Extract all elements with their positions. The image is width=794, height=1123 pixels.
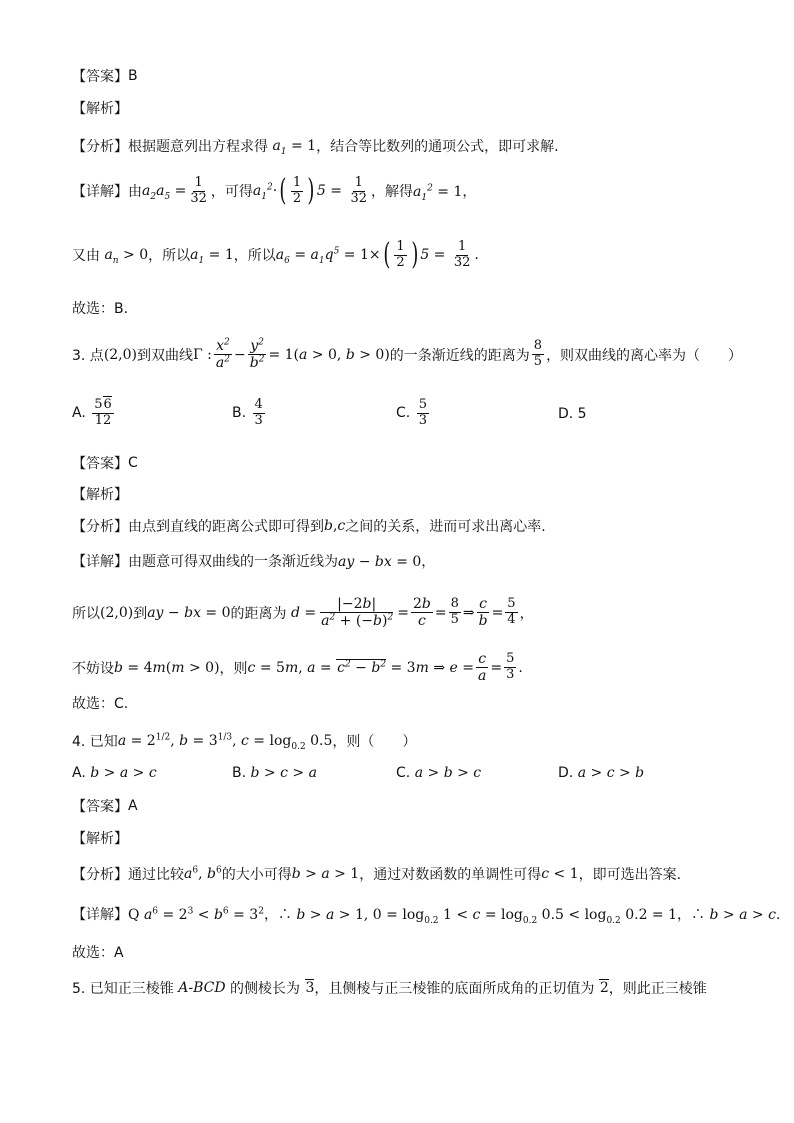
- q2-fenxi-text: 根据题意列出方程求得: [128, 139, 268, 155]
- fenxi-label: 【分析】: [72, 867, 128, 883]
- q4-choice-text: 故选：A: [72, 945, 124, 961]
- q3-option-b: [232, 398, 267, 429]
- q3-fenxi-vars: b,c: [324, 518, 346, 534]
- fraction: $\frac{2b}{c}$: [412, 596, 431, 630]
- q4-stem: [72, 731, 416, 751]
- fraction: $\frac{1}{2}$: [396, 239, 405, 270]
- q2-analysis-label: [72, 98, 128, 118]
- answer-label: 【答案】: [72, 799, 128, 815]
- q4-option-c-label: C.: [396, 765, 411, 781]
- q4-fenxi-line: [72, 864, 681, 884]
- fraction: $\frac{c}{a}$: [478, 651, 487, 685]
- q2-detail-text-a: 由: [128, 184, 142, 201]
- q4-option-a-label: A.: [72, 765, 86, 781]
- q2-detail-line1: 【详解】 由 $a_2a_5$ = $\frac{1}{32}$ ，可得 $a_1^2\cdot$ ( $\frac{1}{2}$ ) 5 = $\frac{1}{32}$ ，解得 $a_1^2 = 1$，: [72, 173, 477, 209]
- q5-stem-text-d: ，则此正三棱锥: [608, 981, 707, 997]
- q3-answer-value: C: [128, 455, 138, 471]
- q2-fenxi-formula: $a_1 = 1$: [268, 138, 317, 157]
- q3-option-c: [396, 398, 431, 429]
- q4-stem-text-b: ，则（ ）: [332, 734, 417, 750]
- q3-detail3-text-a: 不妨设: [72, 660, 114, 677]
- q3-stem-text-d: ，则双曲线的离心率为（ ）: [546, 347, 743, 364]
- q4-option-c: [396, 765, 481, 781]
- q3-let: b = 4m(m > 0): [114, 659, 220, 676]
- q3-condition: = 1(a > 0, b > 0): [268, 346, 390, 363]
- q3-point2: (2,0): [100, 604, 134, 621]
- q2-fenxi-tail: ，结合等比数列的通项公式，即可求解.: [316, 139, 559, 155]
- fenxi-label: 【分析】: [72, 519, 128, 535]
- q4-answer-line: [72, 796, 138, 816]
- q3-fenxi-line: [72, 516, 546, 536]
- q4-option-d: [558, 765, 644, 781]
- q3-detail2-text-c: 的距离为: [230, 605, 287, 622]
- q5-stem-text-a: 5. 已知正三棱锥: [72, 981, 174, 997]
- q2-detail2-text-b: ，所以: [148, 248, 191, 265]
- q3-stem-text-c: 的一条渐近线的距离为: [389, 347, 530, 364]
- q3-option-b-label: B.: [232, 405, 247, 422]
- q2-detail-text-b: ，可得: [210, 184, 253, 201]
- q4-fenxi-powers: $a^6$, $b^6$: [184, 865, 222, 882]
- q4-option-b-label: B.: [232, 765, 247, 781]
- q2-answer-line: [72, 66, 138, 86]
- analysis-label: 【解析】: [72, 487, 128, 503]
- q3-d: d =: [286, 604, 317, 621]
- q3-detail2-text-b: 到: [133, 605, 148, 622]
- q2-formula-f: $a_6 = a_1q^5 = 1\times$: [275, 246, 381, 267]
- fraction: $\frac{4}{3}$: [254, 397, 263, 428]
- q2-formula-c: $a_1^2 = 1$，: [413, 183, 477, 204]
- q3-detail1-text: 由题意可得双曲线的一条渐近线为: [128, 554, 338, 570]
- q2-formula-a: $a_2a_5$ =: [142, 183, 187, 203]
- q3-choice-text: 故选：C.: [72, 696, 129, 712]
- q3-detail-line1: [72, 551, 435, 571]
- q3-option-a: [72, 398, 116, 429]
- q5-sqrt2: 2: [599, 980, 609, 996]
- q4-fenxi-ineq2: c < 1: [541, 866, 579, 882]
- q3-answer-line: [72, 453, 138, 473]
- q3-stem: 3. 点 (2,0) 到双曲线 Γ : $\frac{x^2}{a^2}$ − $\frac{y^2}{b^2}$ = 1(a > 0, b > 0) 的一条渐近线的距离为 $\frac{8}{5}$ ，则双曲线的离心率为（ ）: [72, 337, 743, 372]
- q4-fenxi-text-a: 通过比较: [128, 867, 184, 883]
- q4-detail-formula: Q $a^6 = 2^3 < b^6 = 3^2$，∴ b > a > 1, $0 = \log_{0.2} 1 < c = \log_{0.2} 0.5 < \log_{0.2} 0.2 = 1$，∴ b > a > c.: [128, 906, 781, 926]
- q4-stem-text-a: 4. 已知: [72, 734, 118, 750]
- q4-choice: [72, 942, 124, 962]
- q4-option-b-text: b > c > a: [250, 765, 317, 781]
- xiangjie-label: 【详解】: [72, 907, 128, 923]
- q4-fenxi-text-d: ，即可选出答案.: [578, 867, 682, 883]
- q4-answer-value: A: [128, 798, 138, 814]
- q2-detail-text-c: ，解得: [371, 184, 414, 201]
- answer-label: 【答案】: [72, 69, 128, 85]
- q3-fenxi-text-a: 由点到直线的距离公式即可得到: [128, 519, 324, 535]
- q2-formula-e: $a_1 = 1$: [190, 247, 234, 267]
- q3-detail3-text-b: ，则: [219, 660, 248, 677]
- q4-option-b: [232, 765, 317, 781]
- q2-formula-d: $a_n > 0$: [100, 247, 149, 267]
- q3-detail2-text-a: 所以: [72, 605, 100, 622]
- fraction: $\frac{1}{32}$: [350, 175, 368, 206]
- fraction: $\frac{1}{32}$: [190, 175, 207, 206]
- q5-stem: [72, 978, 707, 998]
- q3-gamma: Γ :: [193, 346, 212, 363]
- q2-detail2-text-a: 又由: [72, 248, 100, 265]
- q2-fenxi-line: [72, 136, 559, 156]
- q3-result: c = 5m, $a = c^2 - b^2 = 3m$ ⇒ e =: [247, 658, 474, 676]
- q5-stem-text-b: 的侧棱长为: [230, 981, 301, 997]
- fraction: $\frac{56}{12}$: [94, 397, 112, 428]
- q4-option-d-text: a > c > b: [577, 765, 645, 781]
- q3-choice: [72, 693, 128, 713]
- q4-analysis-label: [72, 828, 128, 848]
- q3-analysis-label: [72, 484, 128, 504]
- fraction: $\frac{c}{b}$: [478, 596, 488, 630]
- q3-stem-text-b: 到双曲线: [137, 347, 194, 364]
- q5-stem-text-c: ，且侧棱与正三棱锥的底面所成角的正切值为: [314, 981, 595, 997]
- q4-option-c-text: a > b > c: [414, 765, 482, 781]
- q3-line: ay − bx = 0: [147, 604, 231, 621]
- fraction: $\frac{y^2}{b^2}$: [249, 337, 265, 372]
- q3-point: (2,0): [103, 346, 138, 363]
- fraction: $\frac{1}{2}$: [292, 175, 302, 206]
- fraction: $\frac{5}{4}$: [507, 596, 516, 628]
- analysis-label: 【解析】: [72, 101, 128, 117]
- q4-definitions: $a = 2^{1/2}$, $b = 3^{1/3}$, $c = \log_{0.2} 0.5$: [117, 732, 333, 752]
- q4-fenxi-ineq1: b > a > 1: [291, 866, 360, 882]
- q4-detail-line: [72, 904, 780, 924]
- q3-stem-text-a: 3. 点: [72, 347, 104, 364]
- fraction: $\frac{x^2}{a^2}$: [215, 337, 230, 372]
- q4-fenxi-text-c: ，通过对数函数的单调性可得: [359, 867, 542, 883]
- xiangjie-label: 【详解】: [72, 184, 128, 201]
- q5-pyramid: A-BCD: [173, 980, 231, 996]
- q3-option-d: [558, 406, 587, 422]
- q3-option-a-label: A.: [72, 405, 86, 422]
- fraction: $\frac{|-2b|}{a^2 + (-b)^2}$: [321, 596, 394, 630]
- xiangjie-label: 【详解】: [72, 554, 128, 570]
- fraction: $\frac{5}{3}$: [506, 651, 515, 683]
- fraction: $\frac{5}{3}$: [418, 397, 427, 428]
- q3-option-c-label: C.: [396, 405, 411, 422]
- q2-formula-b: $a_1^2\cdot$: [252, 182, 278, 203]
- q4-option-d-label: D.: [558, 765, 574, 781]
- q2-choice: [72, 298, 128, 318]
- q5-sqrt3: 3: [305, 980, 315, 996]
- fraction: $\frac{1}{32}$: [453, 239, 471, 270]
- q2-detail-line2: 又由 $a_n > 0$ ，所以 $a_1 = 1$ ，所以 $a_6 = a_1q^5 = 1\times$ ( $\frac{1}{2}$ ) 5 = $\frac{1}{32}$ .: [72, 237, 479, 273]
- q4-option-a-text: b > a > c: [90, 765, 157, 781]
- q3-detail-line2: 所以 (2,0) 到 ay − bx = 0 的距离为 d = $\frac{|-2b|}{a^2 + (-b)^2}$ = $\frac{2b}{c}$ = $\frac{8}{5}$ ⇒ $\frac{c}{b}$ = $\frac{5}{4}$ ，: [72, 596, 534, 630]
- q4-option-a: [72, 765, 157, 781]
- q2-answer-value: B: [128, 68, 138, 84]
- fraction: $\frac{8}{5}$: [450, 596, 459, 628]
- q3-detail-line3: 不妨设 b = 4m(m > 0) ，则 c = 5m, $a = c^2 - b^2 = 3m$ ⇒ e = $\frac{c}{a}$ = $\frac{5}{3}$ .: [72, 651, 523, 685]
- q3-asymptote: ay − bx = 0，: [338, 554, 436, 570]
- fenxi-label: 【分析】: [72, 139, 128, 155]
- q4-fenxi-text-b: 的大小可得: [221, 867, 292, 883]
- fraction: $\frac{8}{5}$: [533, 338, 543, 370]
- answer-label: 【答案】: [72, 456, 128, 472]
- q2-detail2-text-c: ，所以: [233, 248, 276, 265]
- q3-fenxi-text-b: 之间的关系，进而可求出离心率.: [345, 519, 546, 535]
- q3-option-d-label: D. 5: [558, 406, 587, 422]
- q2-choice-text: 故选：B.: [72, 301, 129, 317]
- analysis-label: 【解析】: [72, 831, 128, 847]
